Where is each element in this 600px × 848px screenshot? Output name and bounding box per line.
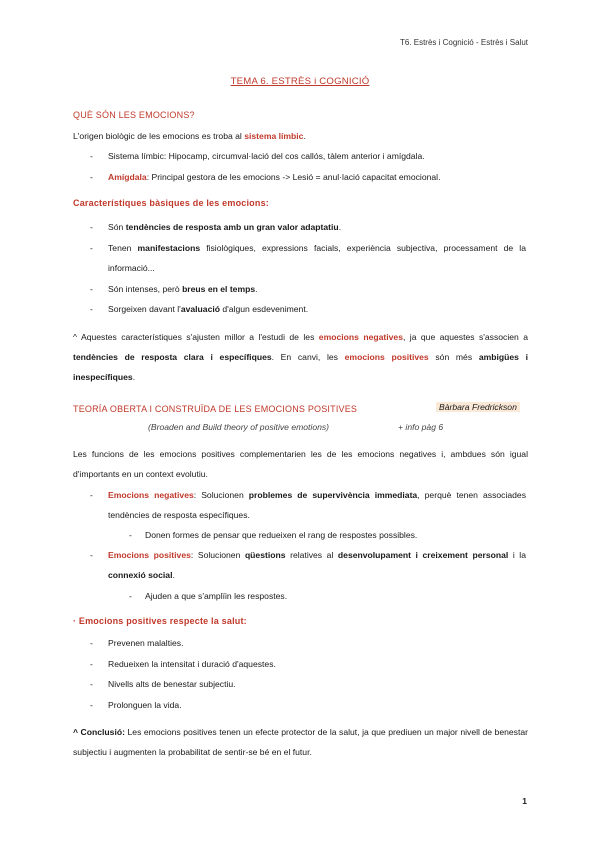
bullet-text: fisiològiques, expressions facials, experiència subjectiva, processament de la informació...: [108, 243, 526, 273]
bullet-dash: -: [90, 490, 93, 500]
bullet-text: Sorgeixen davant l': [108, 304, 181, 314]
bullet-dash: -: [129, 530, 132, 540]
bullet-text: .: [255, 284, 258, 294]
conclusion-label: ^ Conclusió:: [73, 727, 125, 737]
bullet-text: : Principal gestora de les emocions -> Lesió = anul·lació capacitat emocional.: [146, 172, 441, 182]
bullet-text: Redueixen la intensitat i duració d'aquestes.: [108, 659, 276, 669]
list-item: [90, 146, 526, 166]
positive-emotions-highlight: emocions positives: [344, 352, 429, 362]
bullet-text: Sistema límbic: Hipocamp, circumval·lació del cos callós, tàlem anterior i amígdala.: [108, 151, 425, 161]
positive-emotions-label: Emocions positives: [108, 550, 191, 560]
amygdala-highlight: Amígdala: [108, 172, 147, 182]
bullet-dash: -: [90, 550, 93, 560]
bullet-dash: -: [129, 591, 132, 601]
list-item: [90, 217, 526, 237]
list-item: [90, 167, 526, 187]
bullet-dash: -: [90, 172, 93, 182]
section-heading-health: · Emocions positives respecte la salut:: [73, 616, 247, 626]
bullet-dash: -: [90, 659, 93, 669]
more-info-note: + info pàg 6: [398, 422, 444, 432]
list-item: - Emocions positives: Solucionen qüestions relatives al desenvolupament i creixement personal i la connexió social.: [90, 545, 526, 585]
bullet-text: Prevenen malalties.: [108, 638, 184, 648]
bullet-dash: -: [90, 304, 93, 314]
bullet-dash: -: [90, 284, 93, 294]
bullet-dash: -: [90, 243, 93, 253]
list-item: [90, 633, 526, 653]
sub-bullet-text: Donen formes de pensar que redueixen el rang de respostes possibles.: [145, 530, 418, 540]
list-item: [129, 586, 529, 606]
section-heading-what-are-emotions: QUÈ SÓN LES EMOCIONS?: [73, 110, 195, 120]
list-item: [129, 525, 529, 545]
list-item: [90, 674, 526, 694]
bullet-dash: -: [90, 679, 93, 689]
bullet-text: Nivells alts de benestar subjectiu.: [108, 679, 236, 689]
intro-text: L'origen biològic de les emocions es troba al: [73, 131, 245, 141]
section1-intro: [73, 126, 528, 146]
list-item: [90, 279, 526, 299]
bullet-bold: avaluació: [180, 304, 220, 314]
conclusion-text: Les emocions positives tenen un efecte protector de la salut, ja que prediuen un major nivell de benestar subjectiu i augmenten la probabilitat de sentir-se bé en el futur.: [73, 727, 528, 757]
author-name: Bàrbara Fredrickson: [436, 402, 520, 412]
running-header: T6. Estrès i Cognició - Estrès i Salut: [399, 38, 528, 47]
list-item: [90, 654, 526, 674]
bullet-text: Tenen: [108, 243, 138, 253]
bullet-text: .: [338, 222, 342, 232]
bullet-text: Prolonguen la vida.: [108, 700, 182, 710]
bullet-text: d'algun esdeveniment.: [220, 304, 309, 314]
list-item: [90, 299, 526, 319]
bullet-dash: -: [90, 700, 93, 710]
bullet-dash: -: [90, 638, 93, 648]
negative-emotions-highlight: emocions negatives: [318, 332, 403, 342]
bullet-text: Són: [108, 222, 126, 232]
bullet-bold: breus en el temps: [182, 284, 256, 294]
intro-period: .: [303, 131, 306, 141]
section3-intro: Les funcions de les emocions positives complementarien les de les emocions negatives i, ambdues són igual d'importants en un context evolutiu.: [73, 449, 528, 479]
list-item: [90, 695, 526, 715]
document-title: TEMA 6. ESTRÈS i COGNICIÓ: [230, 76, 370, 87]
section-heading-broaden-build: TEORÍA OBERTA I CONSTRUÏDA DE LES EMOCIONS POSITIVES: [73, 404, 358, 414]
conclusion: [73, 722, 528, 762]
list-item: - Emocions negatives: Solucionen problemes de supervivència immediata, perquè tenen associades tendències de resposta específiques.: [90, 485, 526, 525]
characteristics-note: ^ Aquestes característiques s'ajusten millor a l'estudi de les emocions negatives, ja que aquestes s'associen a tendències de resposta clara i específiques. En canvi, les emocions positives són més ambigües i inespecífiques.: [73, 332, 528, 382]
list-item: [90, 238, 526, 278]
bullet-text: Són intenses, però: [108, 284, 183, 294]
section-heading-characteristics: Característiques bàsiques de les emocions:: [73, 198, 269, 208]
theory-subtitle: (Broaden and Build theory of positive emotions): [148, 422, 330, 432]
page-number: 1: [522, 796, 527, 806]
negative-emotions-label: Emocions negatives: [108, 490, 194, 500]
bullet-bold: tendències de resposta amb un gran valor adaptatiu: [125, 222, 339, 232]
bullet-dash: -: [90, 151, 93, 161]
limbic-system-highlight: sistema límbic: [244, 131, 304, 141]
sub-bullet-text: Ajuden a que s'amplïin les respostes.: [145, 591, 288, 601]
bullet-dash: -: [90, 222, 93, 232]
bullet-bold: manifestacions: [137, 243, 201, 253]
